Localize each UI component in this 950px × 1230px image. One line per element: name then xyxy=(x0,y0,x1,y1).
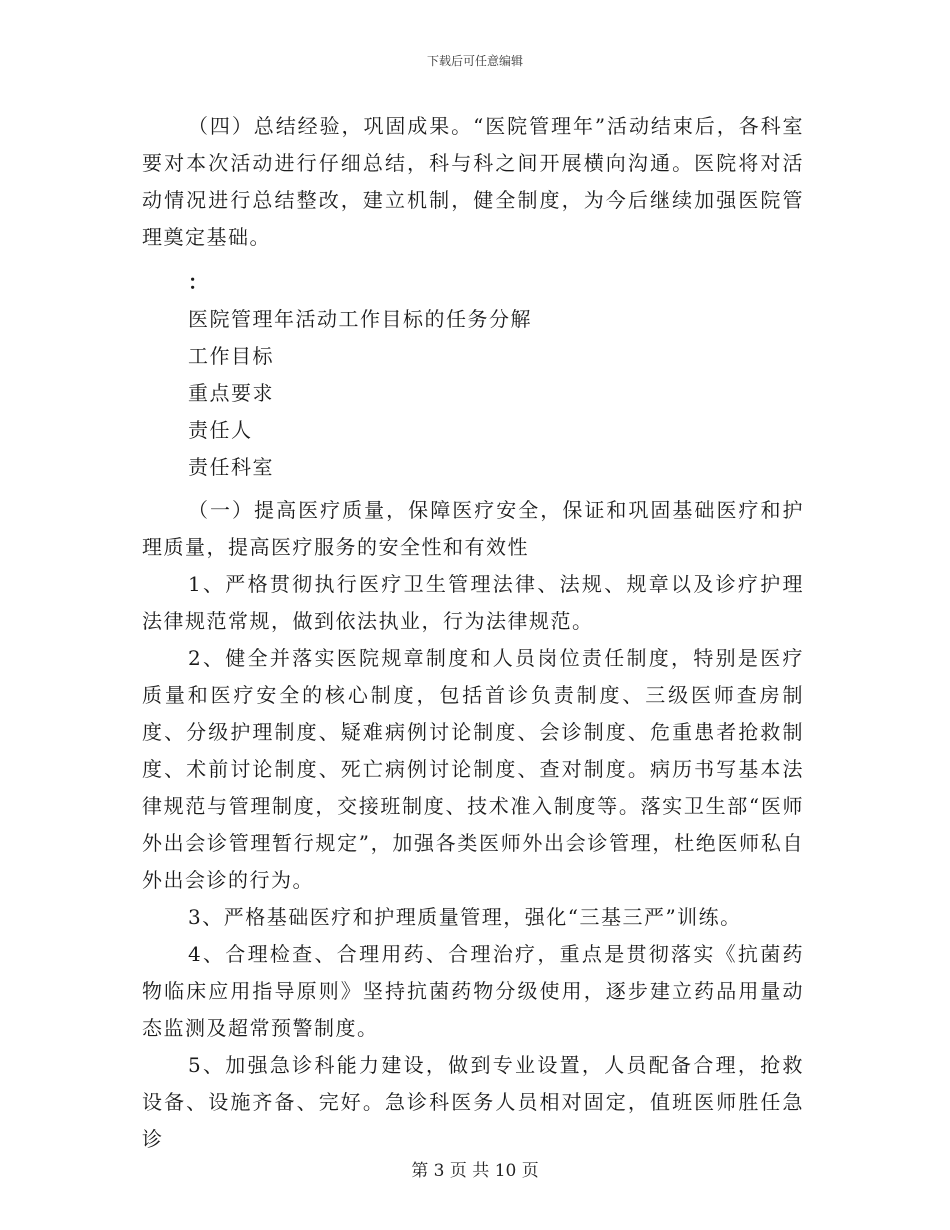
colon-separator: ： xyxy=(188,270,208,294)
paragraph-summary: （四）总结经验，巩固成果。“医院管理年”活动结束后，各科室要对本次活动进行仔细总结，科与科之间开展横向沟通。医院将对活动情况进行总结整改，建立机制，健全制度，为今后继续加强医院管理奠定基础。 xyxy=(142,114,804,249)
column-heading-person: 责任人 xyxy=(188,418,253,442)
paragraph-item-3: 3、严格基础医疗和护理质量管理，强化“三基三严”训练。 xyxy=(188,905,742,929)
column-heading-goal: 工作目标 xyxy=(188,344,274,368)
section-heading-1: （一）提高医疗质量，保障医疗安全，保证和巩固基础医疗和护理质量，提高医疗服务的安全性和有效性 xyxy=(142,498,804,559)
paragraph-item-1: 1、严格贯彻执行医疗卫生管理法律、法规、规章以及诊疗护理法律规范常规，做到依法执业，行为法律规范。 xyxy=(142,572,804,633)
table-title: 医院管理年活动工作目标的任务分解 xyxy=(188,307,532,331)
page-header: 下载后可任意编辑 xyxy=(426,54,523,68)
document-body xyxy=(142,108,804,1158)
page-number: 第 3 页 共 10 页 xyxy=(411,1161,539,1181)
column-heading-department: 责任科室 xyxy=(188,455,274,479)
column-heading-requirements: 重点要求 xyxy=(188,381,274,405)
paragraph-item-2: 2、健全并落实医院规章制度和人员岗位责任制度，特别是医疗质量和医疗安全的核心制度，包括首诊负责制度、三级医师查房制度、分级护理制度、疑难病例讨论制度、会诊制度、危重患者抢救制度、术前讨论制度、死亡病例讨论制度、查对制度。病历书写基本法律规范与管理制度，交接班制度、技术准入制度等。落实卫生部“医师外出会诊管理暂行规定”，加强各类医师外出会诊管理，杜绝医师私自外出会诊的行为。 xyxy=(142,646,804,892)
paragraph-item-5: 5、加强急诊科能力建设，做到专业设置，人员配备合理，抢救设备、设施齐备、完好。急诊科医务人员相对固定，值班医师胜任急诊 xyxy=(142,1053,804,1151)
paragraph-item-4: 4、合理检查、合理用药、合理治疗，重点是贯彻落实《抗菌药物临床应用指导原则》坚持抗菌药物分级使用，逐步建立药品用量动态监测及超常预警制度。 xyxy=(142,942,804,1040)
